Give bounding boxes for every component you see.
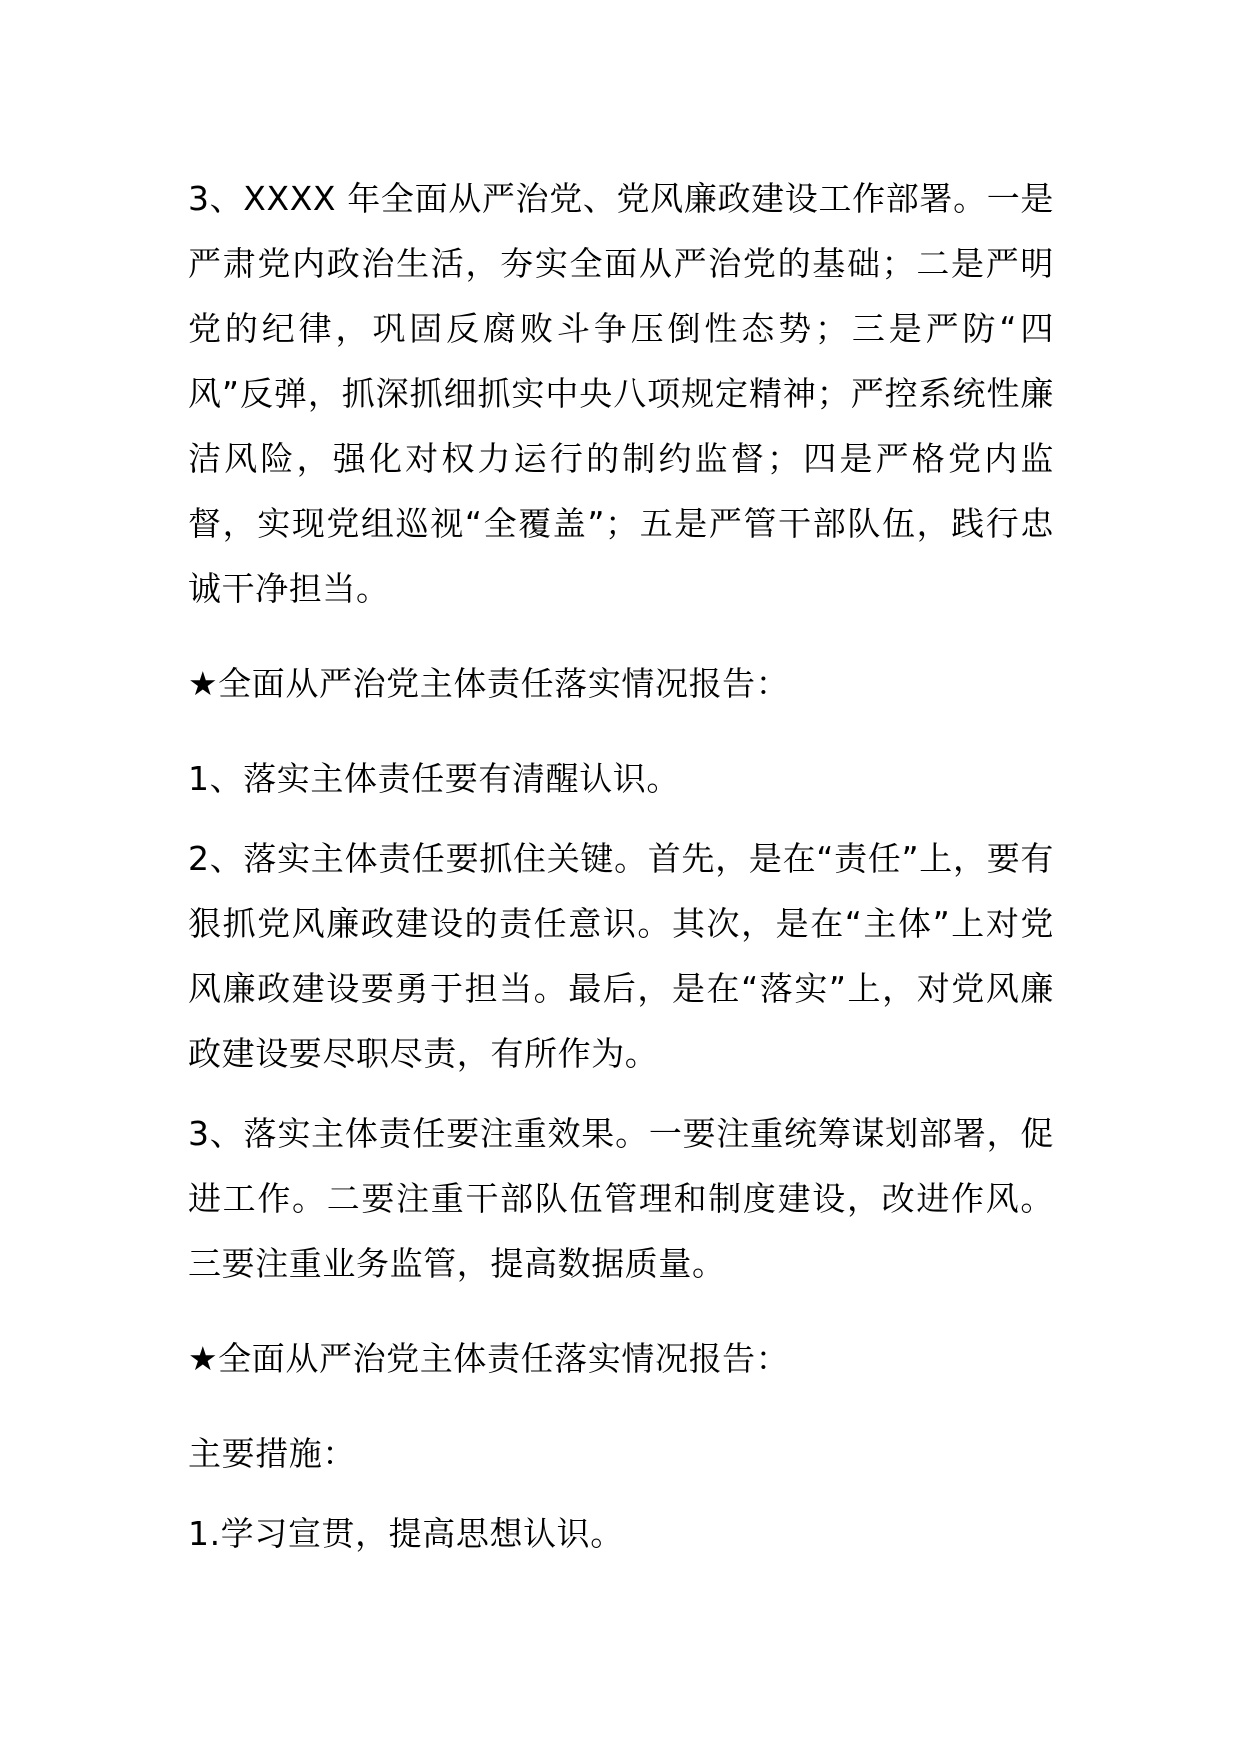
paragraph-focus-effect: 3、落实主体责任要注重效果。一要注重统筹谋划部署，促进工作。二要注重干部队伍管理和制度建设，改进作风。三要注重业务监管，提高数据质量。 — [188, 1114, 1054, 1283]
paragraph-work-deployment: 3、XXXX 年全面从严治党、党风廉政建设工作部署。一是严肃党内政治生活，夯实全面从严治党的基础；二是严明党的纪律，巩固反腐败斗争压倒性态势；三是严防“四风”反弹，抓深抓细抓实中央八项规定精神；严控系统性廉洁风险，强化对权力运行的制约监督；四是严格党内监督，实现党组巡视“全覆盖”；五是严管干部队伍，践行忠诚干净担当。 — [188, 179, 1054, 608]
list-item-study: 1.学习宣贯，提高思想认识。 — [188, 1514, 624, 1553]
subheading-main-measures: 主要措施： — [188, 1434, 356, 1473]
section-heading-report: ★全面从严治党主体责任落实情况报告： — [188, 664, 790, 703]
paragraph-grasp-key: 2、落实主体责任要抓住关键。首先，是在“责任”上，要有狠抓党风廉政建设的责任意识。其次，是在“主体”上对党风廉政建设要勇于担当。最后，是在“落实”上，对党风廉政建设要尽职尽责，有所作为。 — [188, 839, 1054, 1073]
document-body — [188, 166, 1054, 1566]
section-heading-report-repeat: ★全面从严治党主体责任落实情况报告： — [188, 1339, 790, 1378]
paragraph-clear-understanding: 1、落实主体责任要有清醒认识。 — [188, 759, 680, 798]
